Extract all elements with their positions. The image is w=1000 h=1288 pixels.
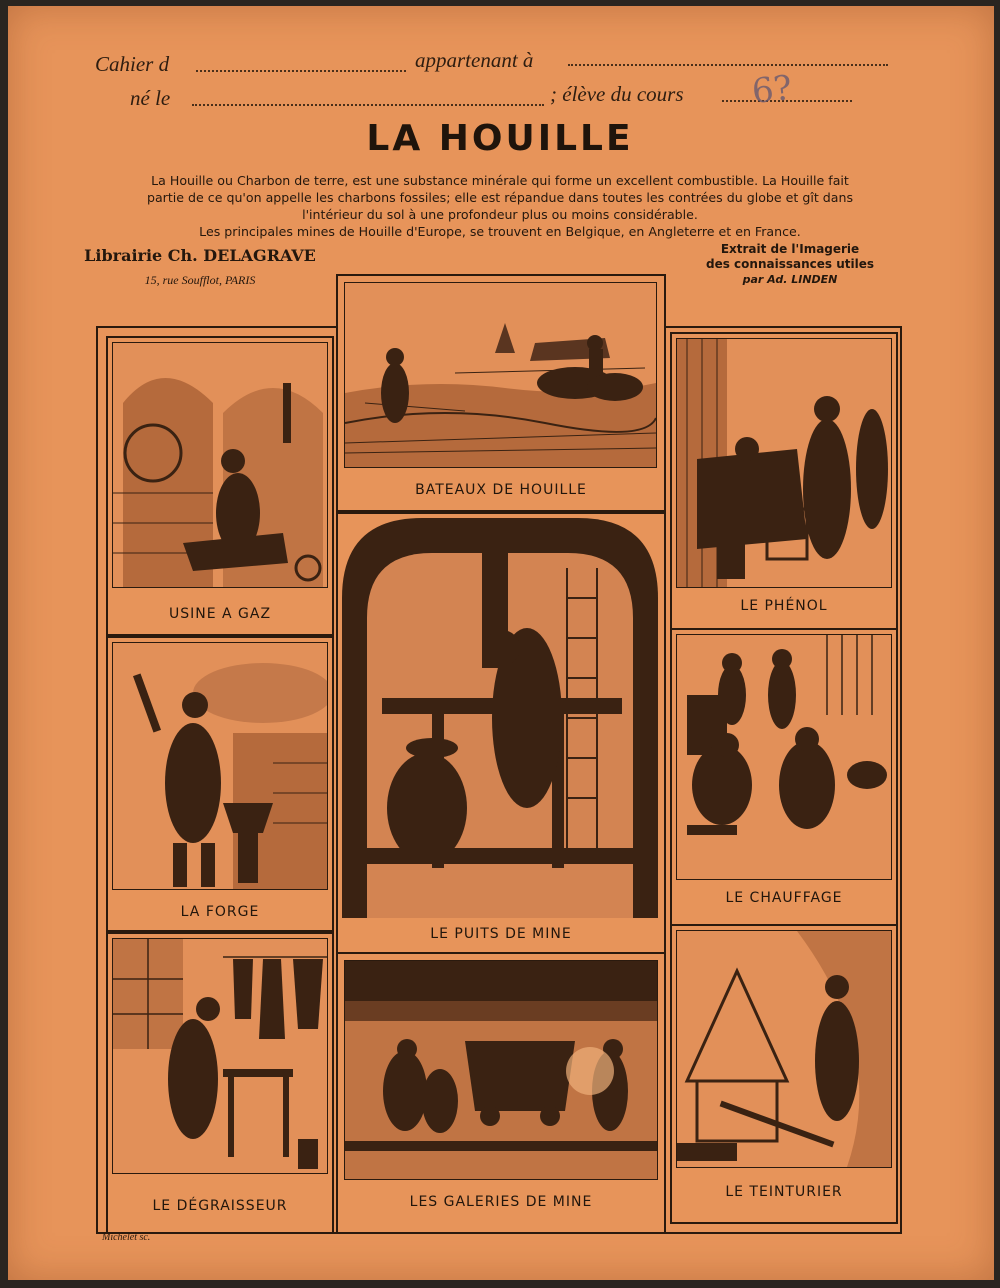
intro-line-2: partie de ce qu'on appelle les charbons fossiles; elle est répandue dans toutes les contrées du globe et gît dans [146,190,854,205]
engraving-forge [112,642,328,890]
caption-usine: USINE A GAZ [168,606,272,622]
caption-bateaux: BATEAUX DE HOUILLE [415,482,587,498]
header-ne-le-label: né le [130,86,171,110]
caption-degraisseur: LE DÉGRAISSEUR [152,1198,288,1214]
panel-chauffage [670,628,898,926]
birthdate-blank[interactable] [192,104,544,106]
header-appartenant-label: appartenant à [415,48,534,72]
panel-usine [106,336,334,636]
engraving-degraisseur [112,938,328,1174]
caption-galeries: LES GALERIES DE MINE [409,1194,593,1210]
source-line-1: Extrait de l'Imagerie [720,242,860,256]
caption-chauffage: LE CHAUFFAGE [725,890,843,906]
owner-blank[interactable] [568,64,888,66]
panel-degraisseur [106,932,334,1234]
engraving-teinturier [676,930,892,1168]
handwritten-course: 6? [750,68,794,112]
source-line-2: des connaissances utiles [706,257,874,271]
engraving-usine [112,342,328,588]
panel-bateaux [336,274,666,512]
engraving-bateaux [344,282,657,468]
engraving-galeries [344,960,658,1180]
source-line-3: par Ad. LINDEN [742,273,838,286]
publisher-name: Librairie Ch. DELAGRAVE [84,246,316,265]
caption-forge: LA FORGE [180,904,260,920]
panel-forge [106,636,334,932]
intro-line-4: Les principales mines de Houille d'Europe, se trouvent en Belgique, en Angleterre et en France. [199,224,801,239]
publisher-address: 15, rue Soufflot, PARIS [144,273,256,287]
intro-line-1: La Houille ou Charbon de terre, est une substance minérale qui forme un excellent combustible. La Houille fait [151,173,849,188]
caption-teinturier: LE TEINTURIER [725,1184,843,1200]
page-title: LA HOUILLE [366,118,634,159]
engraving-puits [342,518,658,918]
header-eleve-label: ; élève du cours [550,82,684,106]
intro-line-3: l'intérieur du sol à une profondeur plus ou moins considérable. [302,207,698,222]
engraving-phenol [676,338,892,588]
publisher-block [70,246,330,288]
panel-teinturier [670,924,898,1224]
engraver-credit: Michelet sc. [102,1232,151,1243]
cahier-blank[interactable] [196,70,406,72]
intro-text [70,172,930,240]
panel-puits [336,512,666,954]
source-block [680,242,900,287]
caption-phenol: LE PHÉNOL [740,598,828,614]
caption-puits: LE PUITS DE MINE [430,926,572,942]
header-cahier-label: Cahier d [95,52,170,76]
panel-galeries [336,952,666,1234]
panel-phenol [670,332,898,630]
engraving-chauffage [676,634,892,880]
